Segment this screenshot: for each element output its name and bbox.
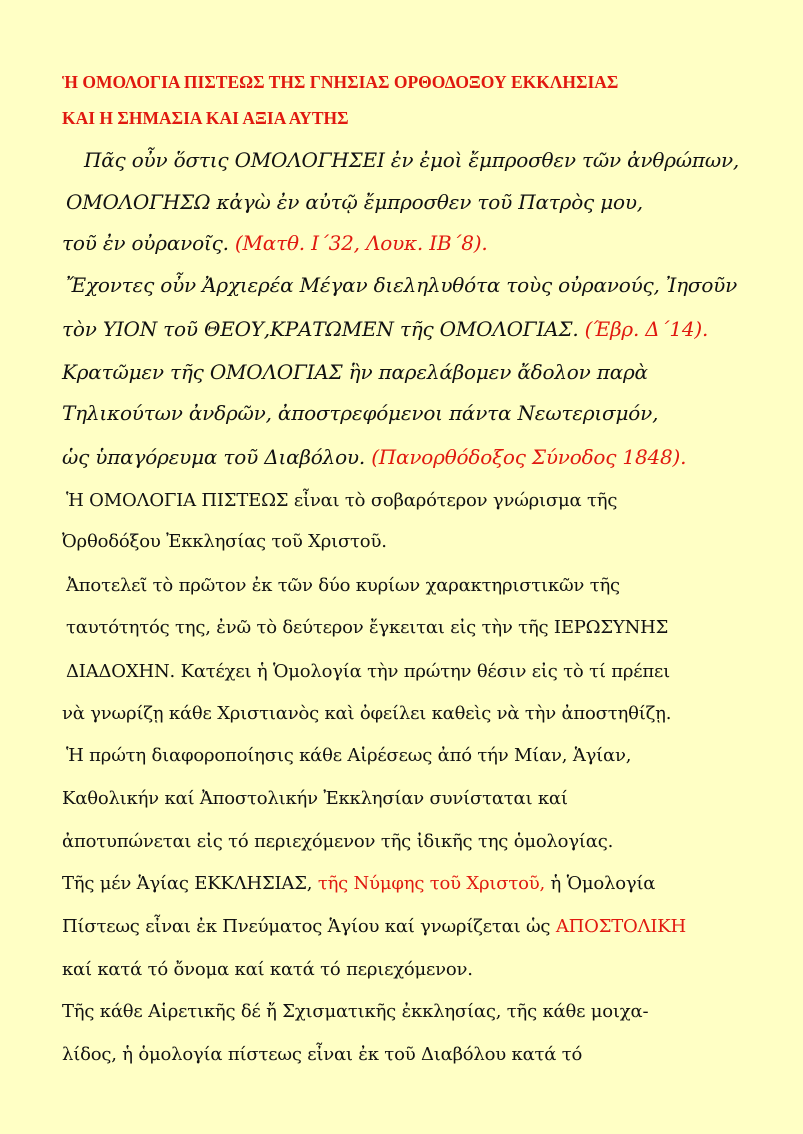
text-segment: Ἀποτελεῖ τὸ πρῶτον ἐκ τῶν δύο κυρίων χαρακτηριστικῶν τῆς bbox=[66, 575, 620, 596]
text-line-20 bbox=[62, 872, 655, 896]
text-segment: Ὀρθοδόξου Ἐκκλησίας τοῦ Χριστοῦ. bbox=[62, 531, 387, 552]
document-title-line-1: Ἡ ΟΜΟΛΟΓΙΑ ΠΙΣΤΕΩΣ ΤΗΣ ΓΝΗΣΙΑΣ ΟΡΘΟΔΟΞΟΥ ΕΚΚΛΗΣΙΑΣ bbox=[62, 72, 619, 92]
text-segment: ὡς ὑπαγόρευμα τοῦ Διαβόλου. bbox=[62, 445, 366, 469]
text-segment: Καθολικήν καί Ἀποστολικήν Ἐκκλησίαν συνίσταται καί bbox=[62, 788, 568, 809]
text-segment: Ἡ ΟΜΟΛΟΓΙΑ ΠΙΣΤΕΩΣ εἶναι τὸ σοβαρότερον γνώρισμα τῆς bbox=[66, 490, 618, 511]
scripture-reference: (Έβρ. Δ΄14). bbox=[584, 317, 709, 341]
text-segment: καί κατά τό ὄνομα καί κατά τό περιεχόμενον. bbox=[62, 959, 473, 980]
text-line-13 bbox=[66, 574, 620, 598]
text-line-04 bbox=[66, 190, 643, 214]
text-segment: λίδος, ἡ ὁμολογία πίστεως εἶναι ἐκ τοῦ Διαβόλου κατά τό bbox=[62, 1044, 583, 1065]
text-line-07 bbox=[62, 317, 708, 341]
text-line-21 bbox=[62, 915, 686, 939]
text-line-23 bbox=[62, 1000, 648, 1024]
text-line-08 bbox=[62, 360, 648, 384]
document-title-line-2: ΚΑΙ Η ΣΗΜΑΣΙΑ ΚΑΙ ΑΞΙΑ ΑΥΤΗΣ bbox=[62, 108, 349, 128]
text-line-11 bbox=[66, 489, 617, 513]
text-segment: ἡ Ὁμολογία bbox=[550, 873, 656, 894]
text-segment: Τηλικούτων ἀνδρῶν, ἀποστρεφόμενοι πάντα Νεωτερισμόν, bbox=[62, 401, 659, 425]
text-segment: Τῆς μέν Ἁγίας ΕΚΚΛΗΣΙΑΣ, bbox=[62, 873, 313, 894]
synod-reference: (Πανορθόδοξος Σύνοδος 1848). bbox=[371, 445, 687, 469]
text-segment: Ἡ πρώτη διαφοροποίησις κάθε Αἱρέσεως ἀπό τήν Μίαν, Ἁγίαν, bbox=[66, 745, 632, 766]
text-segment: ταυτότητός της, ἐνῶ τὸ δεύτερον ἔγκειται εἰς τὴν τῆς ΙΕΡΩΣΥΝΗΣ bbox=[66, 617, 669, 638]
text-line-15 bbox=[66, 660, 670, 684]
text-segment: νὰ γνωρίζῃ κάθε Χριστιανὸς καὶ ὀφείλει καθεὶς νὰ τὴν ἀποστηθίζῃ. bbox=[62, 703, 672, 724]
text-line-24 bbox=[62, 1043, 582, 1067]
highlighted-word: ΑΠΟΣΤΟΛΙΚΗ bbox=[555, 916, 687, 937]
text-line-09 bbox=[62, 401, 658, 425]
text-segment: ΔΙΑΔΟΧΗΝ. Κατέχει ἡ Ὁμολογία τὴν πρώτην θέσιν εἰς τὸ τί πρέπει bbox=[66, 661, 670, 682]
highlighted-phrase: τῆς Νύμφης τοῦ Χριστοῦ, bbox=[317, 873, 545, 894]
text-line-16 bbox=[62, 702, 671, 726]
text-segment: Κρατῶμεν τῆς ΟΜΟΛΟΓΙΑΣ ἣν παρελάβομεν ἄδολον παρὰ bbox=[62, 360, 648, 384]
text-segment: Τῆς κάθε Αἱρετικῆς δέ ἤ Σχισματικῆς ἐκκλησίας, τῆς κάθε μοιχα- bbox=[62, 1001, 649, 1022]
text-segment: Πᾶς οὖν ὅστις ΟΜΟΛΟΓΗΣΕΙ ἐν ἐμοὶ ἔμπροσθεν τῶν ἀνθρώπων, bbox=[84, 148, 740, 172]
text-line-22 bbox=[62, 958, 473, 982]
text-line-12 bbox=[62, 530, 387, 554]
text-segment: τοῦ ἐν οὐρανοῖς. bbox=[62, 231, 229, 255]
text-segment: Πίστεως εἶναι ἐκ Πνεύματος Ἁγίου καί γνωρίζεται ὡς bbox=[62, 916, 551, 937]
text-line-18 bbox=[62, 787, 568, 811]
text-line-05 bbox=[62, 231, 488, 255]
text-line-10 bbox=[62, 445, 686, 469]
text-segment: ἀποτυπώνεται εἰς τό περιεχόμενον τῆς ἰδικῆς της ὁμολογίας. bbox=[62, 831, 614, 852]
text-line-17 bbox=[66, 744, 631, 768]
text-segment: ΟΜΟΛΟΓΗΣΩ κἀγὼ ἐν αὐτῷ ἔμπροσθεν τοῦ Πατρὸς μου, bbox=[66, 190, 643, 214]
text-line-06 bbox=[66, 273, 737, 297]
text-line-14 bbox=[66, 616, 668, 640]
text-segment: τὸν ΥΙΟΝ τοῦ ΘΕΟΥ,ΚΡΑΤΩΜΕΝ τῆς ΟΜΟΛΟΓΙΑΣ. bbox=[62, 317, 579, 341]
scripture-reference: (Ματθ. Ι΄32, Λουκ. ΙΒ΄8). bbox=[234, 231, 488, 255]
text-line-03 bbox=[84, 148, 739, 172]
text-segment: Ἔχοντες οὖν Ἀρχιερέα Μέγαν διεληλυθότα τοὺς οὐρανούς, Ἰησοῦν bbox=[66, 273, 738, 297]
text-line-19 bbox=[62, 830, 613, 854]
